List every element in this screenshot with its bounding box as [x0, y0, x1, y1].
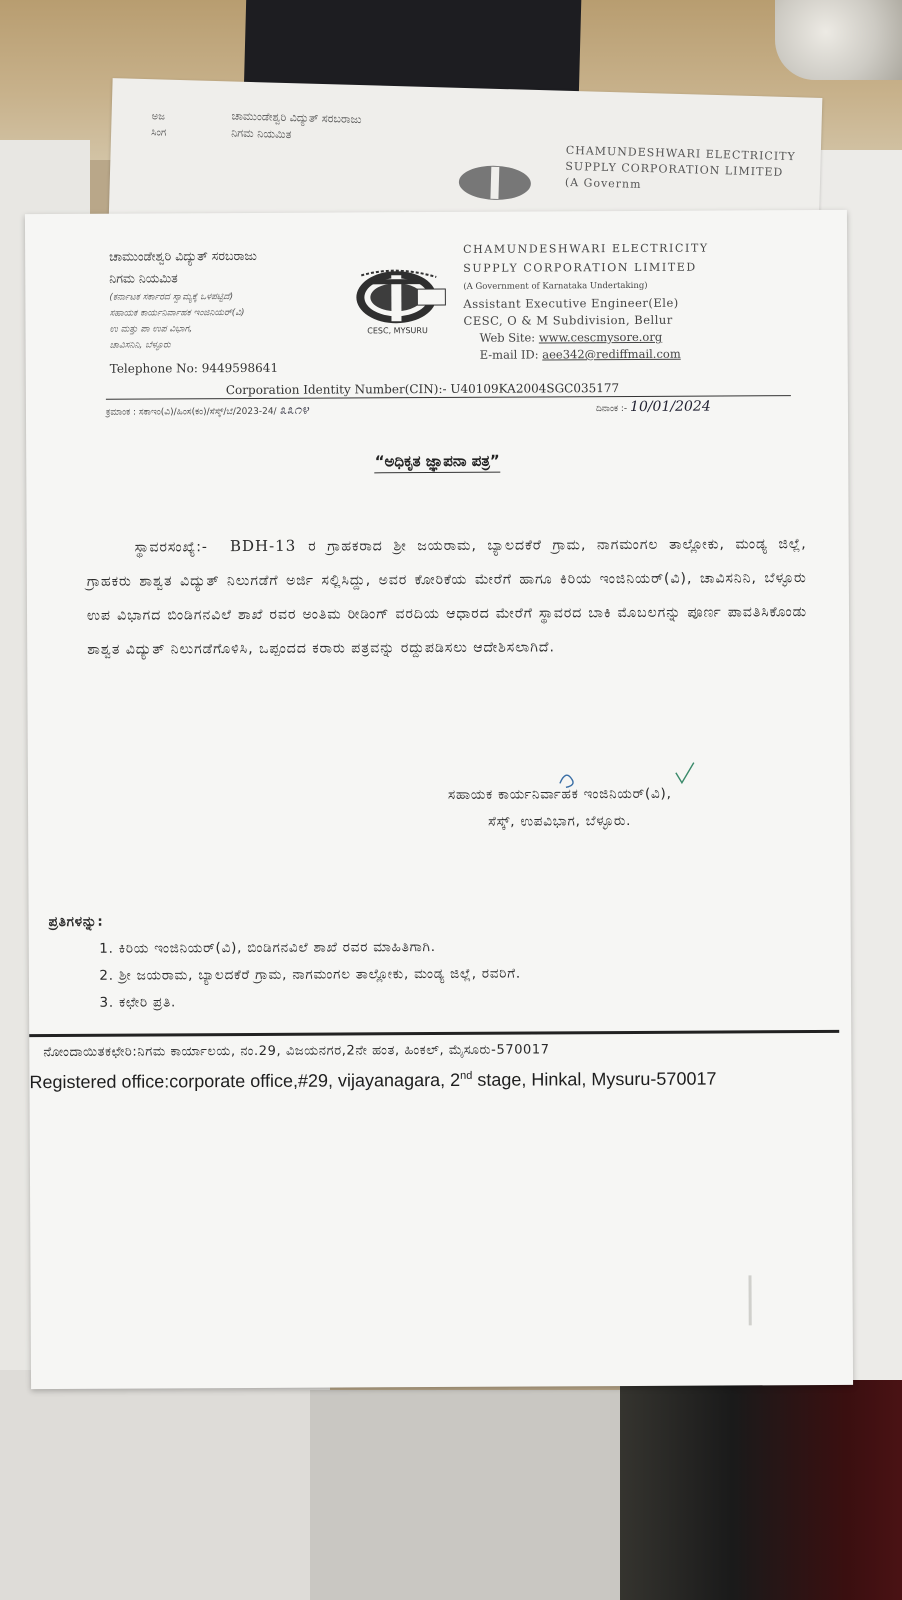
signature-block: [448, 781, 672, 836]
memo-body-text: ರ ಗ್ರಾಹಕರಾದ ಶ್ರೀ ಜಯರಾಮ, ಬ್ಯಾಲದಕೆರೆ ಗ್ರಾಮ, ನಾಗಮಂಗಲ ತಾಲ್ಲೋಕು, ಮಂಡ್ಯ ಜಿಲ್ಲೆ, ಗ್ರಾಹಕರು ಶಾಶ್ವತ ವಿದ್ಯುತ್ ನಿಲುಗಡೆಗೆ ಅರ್ಜಿ ಸಲ್ಲಿಸಿದ್ದು, ಅವರ ಕೋರಿಕೆಯ ಮೇರೆಗೆ ಹಾಗೂ ಕಿರಿಯ ಇಂಜಿನಿಯರ್(ವಿ), ಚಾವಿಸನಿನಿ, ಬೆಳ್ಳೂರು ಉಪ ವಿಭಾಗದ ಬಿಂಡಿಗನವಿಲೆ ಶಾಖೆ ರವರ ಅಂತಿಮ ರೀಡಿಂಗ್ ವರದಿಯ ಆಧಾರದ ಮೇರೆಗೆ ಸ್ಥಾವರದ ಬಾಕಿ ಮೊಬಲಗನ್ನು ಪೂರ್ಣ ಪಾವತಿಸಿಕೊಂಡು ಶಾಶ್ವತ ವಿದ್ಯುತ್ ನಿಲುಗಡೆಗೊಳಿಸಿ, ಒಪ್ಪಂದದ ಕರಾರು ಪತ್ರವನ್ನು ರದ್ದುಪಡಿಸಲು ಆದೇಶಿಸಲಾಗಿದೆ.: [86, 536, 808, 658]
copies-item: 3. ಕಛೇರಿ ಪ್ರತಿ.: [119, 988, 521, 1017]
kannada-company-name-2: ನಿಗಮ ನಿಯಮಿತ: [109, 270, 178, 286]
reference-prefix: ಕ್ರಮಾಂಕ : ಸಕಾಇಂ(ವಿ)/ಹಿಂಸ(ಕಂ)/ಸೆಸ್ಕ್/ಬೆ/2023-24/: [105, 406, 277, 418]
footer-english-address: [29, 1069, 716, 1094]
signatory-designation: ಸಹಾಯಕ ಕಾರ್ಯನಿರ್ವಾಹಕ ಇಂಜಿನಿಯರ್(ವಿ),: [447, 785, 672, 803]
glass-object: [775, 0, 902, 80]
letterhead-kannada: [109, 245, 257, 354]
back-left-labels: [151, 109, 212, 143]
kannada-gov-note: (ಕರ್ನಾಟಕ ಸರ್ಕಾರದ ಸ್ವಾಮ್ಯಕ್ಕೆ ಒಳಪಟ್ಟಿದೆ): [109, 292, 234, 303]
pen-mark: [748, 1275, 751, 1325]
kannada-subdivision: ಉ ಮತ್ತು ಪಾ ಉಪ ವಿಭಾಗ,: [109, 324, 193, 335]
email-line: [480, 346, 710, 364]
cin-number: Corporation Identity Number(CIN):- U40109KA2004SGC035177: [225, 381, 620, 398]
english-company-name-2: SUPPLY CORPORATION LIMITED: [463, 260, 697, 275]
letter-date: [596, 399, 711, 416]
website-line: [480, 329, 710, 347]
date-label: ದಿನಾಂಕ :-: [595, 404, 628, 415]
footer-english-sup: nd: [460, 1069, 473, 1082]
reference-number: [106, 403, 309, 419]
back-left-label: ಅಜ: [151, 111, 166, 123]
footer-english-pre: Registered office:corporate office,#29, vijayanagara, 2: [29, 1069, 461, 1093]
copies-heading: ಪ್ರತಿಗಳನ್ನು:: [48, 913, 104, 931]
memo-title-text: “ಅಧಿಕೃತ ಜ್ಞಾಪನಾ ಪತ್ರ”: [375, 452, 500, 474]
website-label: Web Site:: [479, 330, 536, 345]
back-kannada-line: ನಿಗಮ ನಿಯಮಿತ: [230, 126, 292, 142]
letterhead-english: [463, 239, 709, 364]
footer-english-post: stage, Hinkal, Mysuru-570017: [472, 1068, 717, 1090]
kannada-company-name: ಚಾಮುಂಡೇಶ್ವರಿ ವಿದ್ಯುತ್ ಸರಬರಾಜು: [109, 247, 257, 264]
signatory-office: ಸೆಸ್ಕ್, ಉಪವಿಭಾಗ, ಬೆಳ್ಳೂರು.: [488, 812, 632, 830]
installation-label: ಸ್ಥಾವರಸಂಖ್ಯೆ:-: [134, 539, 208, 556]
english-subdivision: CESC, O & M Subdivision, Bellur: [463, 312, 673, 328]
cesc-logo-icon: [351, 267, 451, 338]
bottom-dark-object: [620, 1380, 902, 1600]
back-english-line: SUPPLY CORPORATION LIMITED: [565, 159, 784, 179]
kannada-office: ಸಹಾಯಕ ಕಾರ್ಯನಿರ್ವಾಹಕ ಇಂಜಿನಿಯರ್(ವಿ): [109, 308, 245, 319]
english-gov-note: (A Government of Karnataka Undertaking): [463, 280, 648, 292]
back-english-line: CHAMUNDESHWARI ELECTRICITY: [565, 143, 796, 164]
copies-list: [49, 934, 521, 1017]
back-left-label: ಸಿಂಗ: [150, 127, 167, 139]
english-office: Assistant Executive Engineer(Ele): [463, 295, 679, 311]
footer-kannada-address: ನೋಂದಾಯಿತಕಛೇರಿ:ನಿಗಮ ಕಾರ್ಯಾಲಯ, ನಂ.29, ವಿಜಯನಗರ,2ನೇ ಹಂತ, ಹಿಂಕಲ್, ಮೈಸೂರು-570017: [43, 1042, 550, 1061]
bottom-surface-left: [0, 1370, 330, 1600]
kannada-place: ಚಾವಿಸನಿನಿ, ಬೆಳ್ಳೂರು: [109, 340, 171, 351]
back-kannada-line: ಚಾಮುಂಡೇಶ್ವರಿ ವಿದ್ಯುತ್ ಸರಬರಾಜು: [231, 109, 362, 127]
footer-divider: [29, 1030, 839, 1037]
copies-section: [49, 912, 522, 1017]
installation-number: BDH-13: [229, 536, 297, 556]
back-english-name: [565, 143, 796, 197]
letter-sheet: [25, 210, 853, 1389]
back-logo-icon: [454, 158, 535, 204]
reference-handwritten: ೩೩೧೪: [279, 402, 309, 418]
logo-text: CESC, MYSURU: [367, 326, 428, 336]
english-company-name: CHAMUNDESHWARI ELECTRICITY: [463, 241, 709, 256]
memo-body: [87, 526, 808, 667]
email-label: E-mail ID:: [479, 347, 539, 362]
bottom-surface-mid: [310, 1390, 640, 1600]
date-handwritten: 10/01/2024: [629, 398, 711, 415]
back-english-line: (A Governm: [564, 175, 642, 191]
copies-item: 1. ಕಿರಿಯ ಇಂಜಿನಿಯರ್(ವಿ), ಬಿಂಡಿಗನವಿಲೆ ಶಾಖೆ ರವರ ಮಾಹಿತಿಗಾಗಿ.: [119, 934, 521, 963]
email-link[interactable]: aee342@rediffmail.com: [542, 346, 681, 362]
website-link[interactable]: www.cescmysore.org: [538, 329, 663, 345]
memo-title: [26, 450, 848, 472]
back-kannada-name: [231, 107, 362, 145]
telephone-number: Telephone No: 9449598641: [109, 360, 279, 376]
copies-item: 2. ಶ್ರೀ ಜಯರಾಮ, ಬ್ಯಾಲದಕೆರೆ ಗ್ರಾಮ, ನಾಗಮಂಗಲ ತಾಲ್ಲೋಕು, ಮಂಡ್ಯ ಜಿಲ್ಲೆ, ರವರಿಗೆ.: [119, 961, 521, 990]
